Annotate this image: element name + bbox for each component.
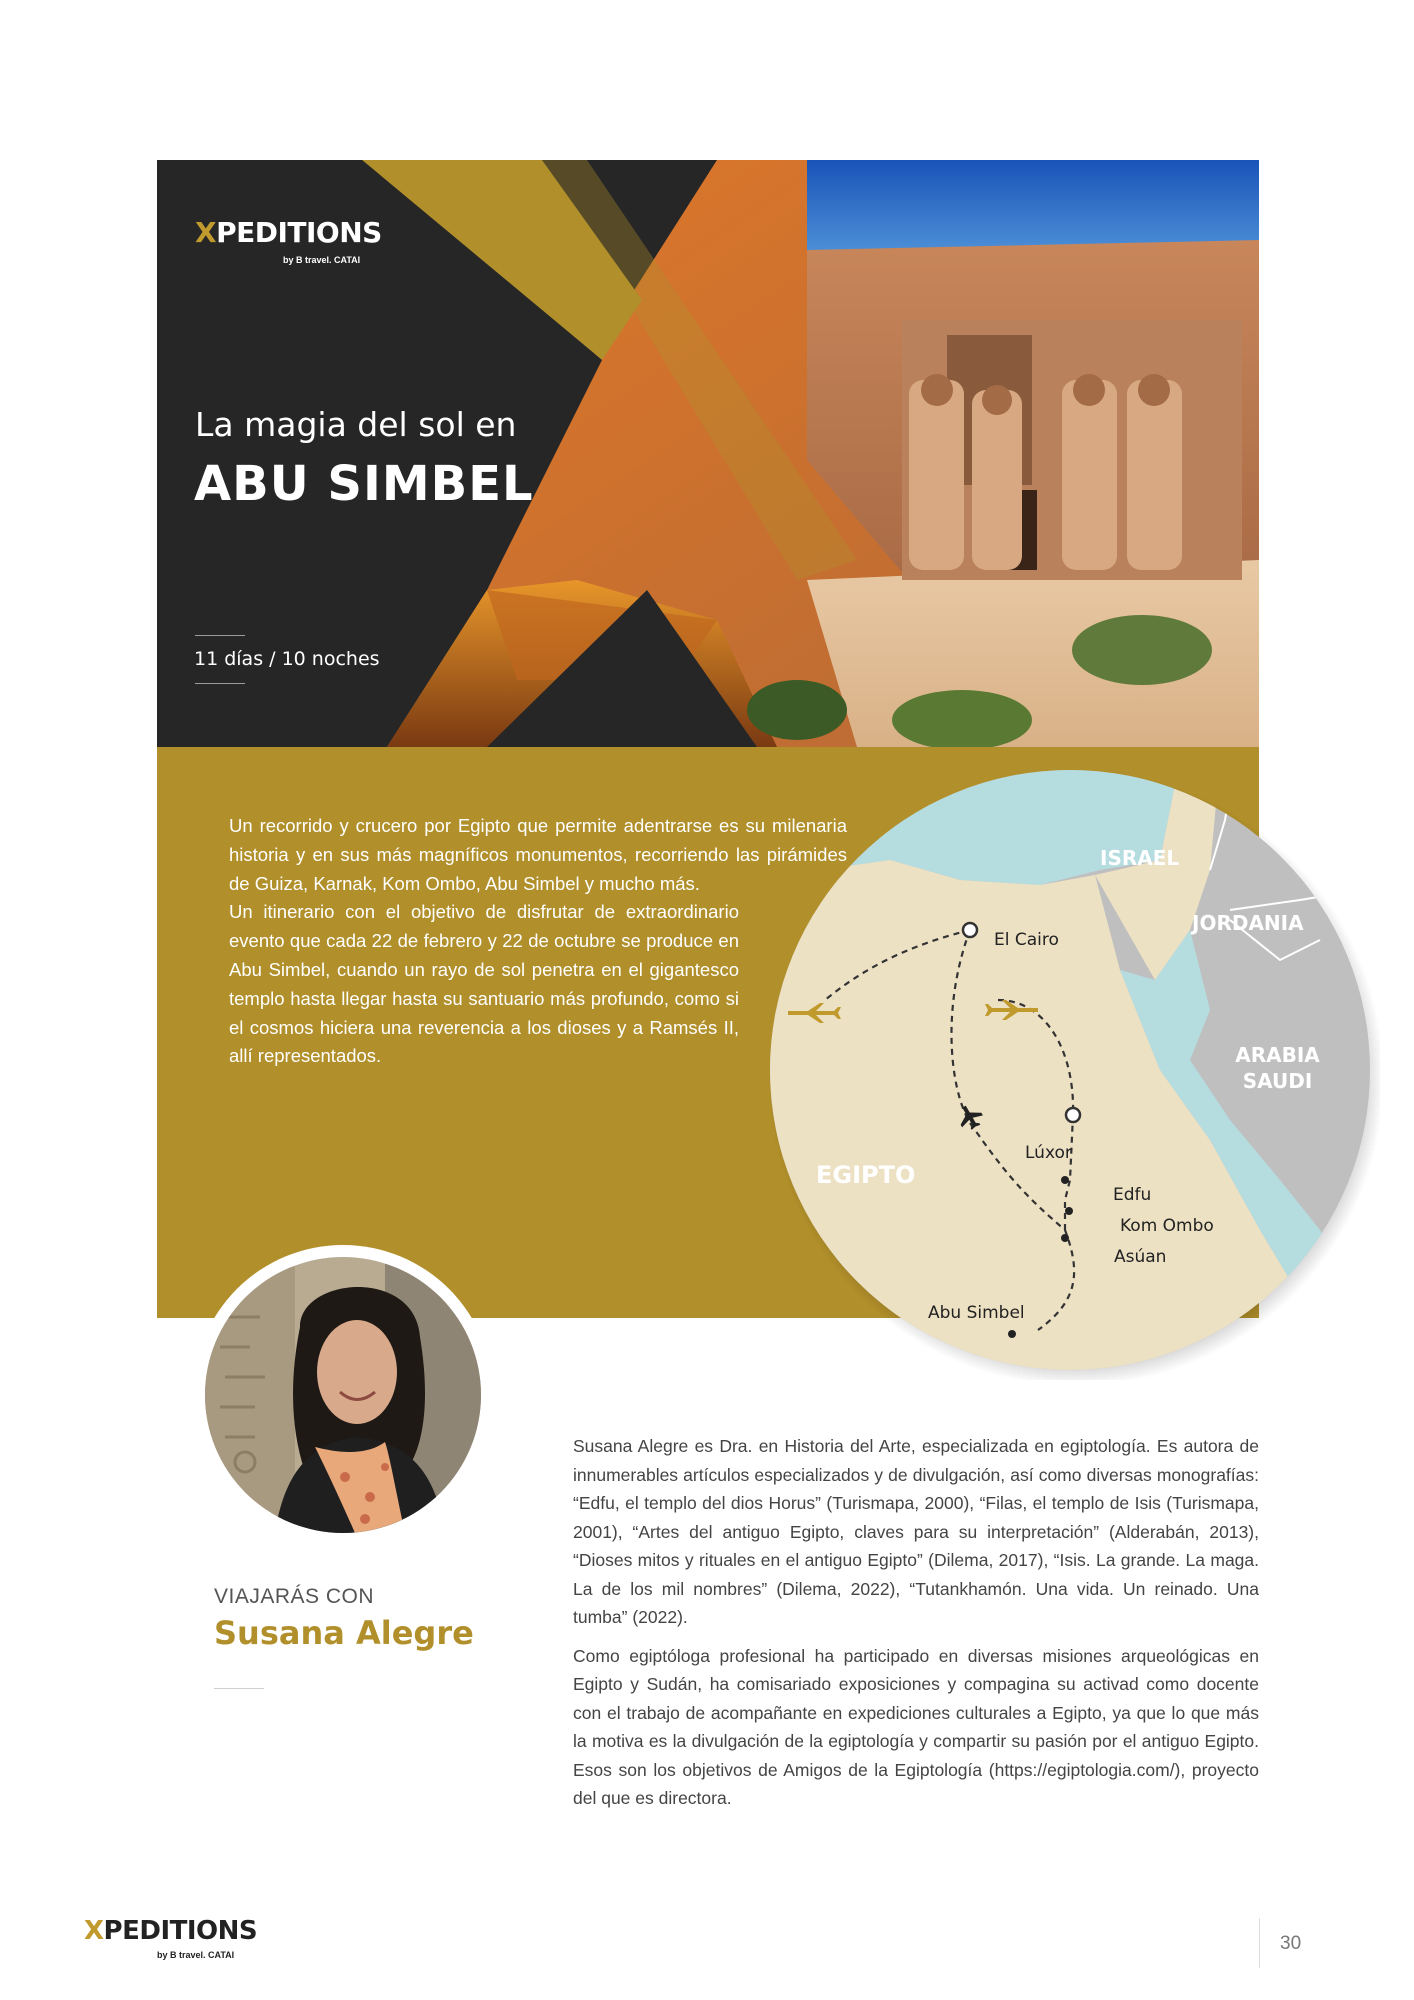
city-marker (1061, 1176, 1069, 1184)
hero-title: ABU SIMBEL (194, 456, 534, 512)
hero-banner (157, 160, 1259, 747)
footer-logo-subtitle: by B travel. CATAI (157, 1950, 235, 1960)
city-label: Kom Ombo (1120, 1216, 1214, 1236)
guide-name: Susana Alegre (214, 1614, 474, 1652)
hero-subtitle: La magia del sol en (195, 405, 517, 444)
intro-paragraph: Un recorrido y crucero por Egipto que permite adentrarse es su milenaria historia y en sus más magníficos monumentos, recorriendo las pirámides de Guiza, Karnak, Kom Ombo, Abu Simbel y mucho más. (229, 815, 847, 894)
city-marker (1065, 1207, 1073, 1215)
guide-kicker: VIAJARÁS CON (214, 1585, 375, 1608)
city-marker (1066, 1108, 1080, 1122)
page-number: 30 (1280, 1933, 1302, 1954)
divider (195, 683, 245, 684)
guide-portrait (205, 1257, 481, 1533)
guide-bio (573, 1432, 1259, 1823)
route-map (760, 760, 1380, 1380)
country-label: ISRAEL (1100, 846, 1180, 870)
country-label: EGIPTO (816, 1161, 916, 1189)
intro-paragraph: Un itinerario con el objetivo de disfrutar de extraordinario evento que cada 22 de febrero y 22 de octubre se produce en Abu Simbel, cuando un rayo de sol penetra en el gigantesco templo hasta llegar hasta su santuario más profundo, como si el cosmos hiciera una reverencia a los dioses y a Ramsés II, allí representados. (229, 901, 739, 1067)
brand-logo: XPEDITIONS (195, 216, 382, 249)
city-label: Edfu (1113, 1185, 1152, 1205)
intro-text (229, 812, 849, 1071)
brand-logo-subtitle: by B travel. CATAI (283, 255, 361, 265)
divider (214, 1688, 264, 1689)
trip-duration: 11 días / 10 noches (194, 648, 380, 670)
bio-paragraph: Como egiptóloga profesional ha participado en diversas misiones arqueológicas en Egipto y Sudán, ha comisariado exposiciones y compagina su activad como docente con el trabajo de acompañante en expediciones culturales a Egipto, ya que lo que más la motiva es la divulgación de la egiptología y compartir su pasión por el antiguo Egipto. Esos son los objetivos de Amigos de la Egiptología (https://egiptologia.com/), proyecto del que es directora. (573, 1645, 1259, 1808)
country-label: ARABIA SAUDI (1235, 1043, 1320, 1093)
city-marker (963, 923, 977, 937)
city-label: Asúan (1114, 1247, 1167, 1267)
bio-paragraph: Susana Alegre es Dra. en Historia del Arte, especializada en egiptología. Es autora de innumerables artículos especializados y de divulgación, así como diversas monografías: “Edfu, el templo del dios Horus” (Turismapa, 2000), “Filas, el templo de Isis (Turismapa, 2001), “Artes del antiguo Egipto, claves para su interpretación” (Alderabán, 2013), “Dioses mitos y rituales en el antiguo Egipto” (Dilema, 2017), “Isis. La grande. La maga. La de los mil nombres” (Dilema, 2022), “Tutankhamón. Una vida. Un reinado. Una tumba” (2022). (573, 1436, 1259, 1627)
city-label: Lúxor (1025, 1143, 1072, 1163)
city-label: Abu Simbel (928, 1303, 1025, 1323)
country-label: JORDANIA (1192, 911, 1304, 935)
city-label: El Cairo (994, 930, 1059, 950)
city-marker (1061, 1234, 1069, 1242)
divider (195, 635, 245, 636)
footer-divider (1259, 1918, 1260, 1968)
footer-logo: XPEDITIONS (84, 1916, 258, 1946)
city-marker (1008, 1330, 1016, 1338)
